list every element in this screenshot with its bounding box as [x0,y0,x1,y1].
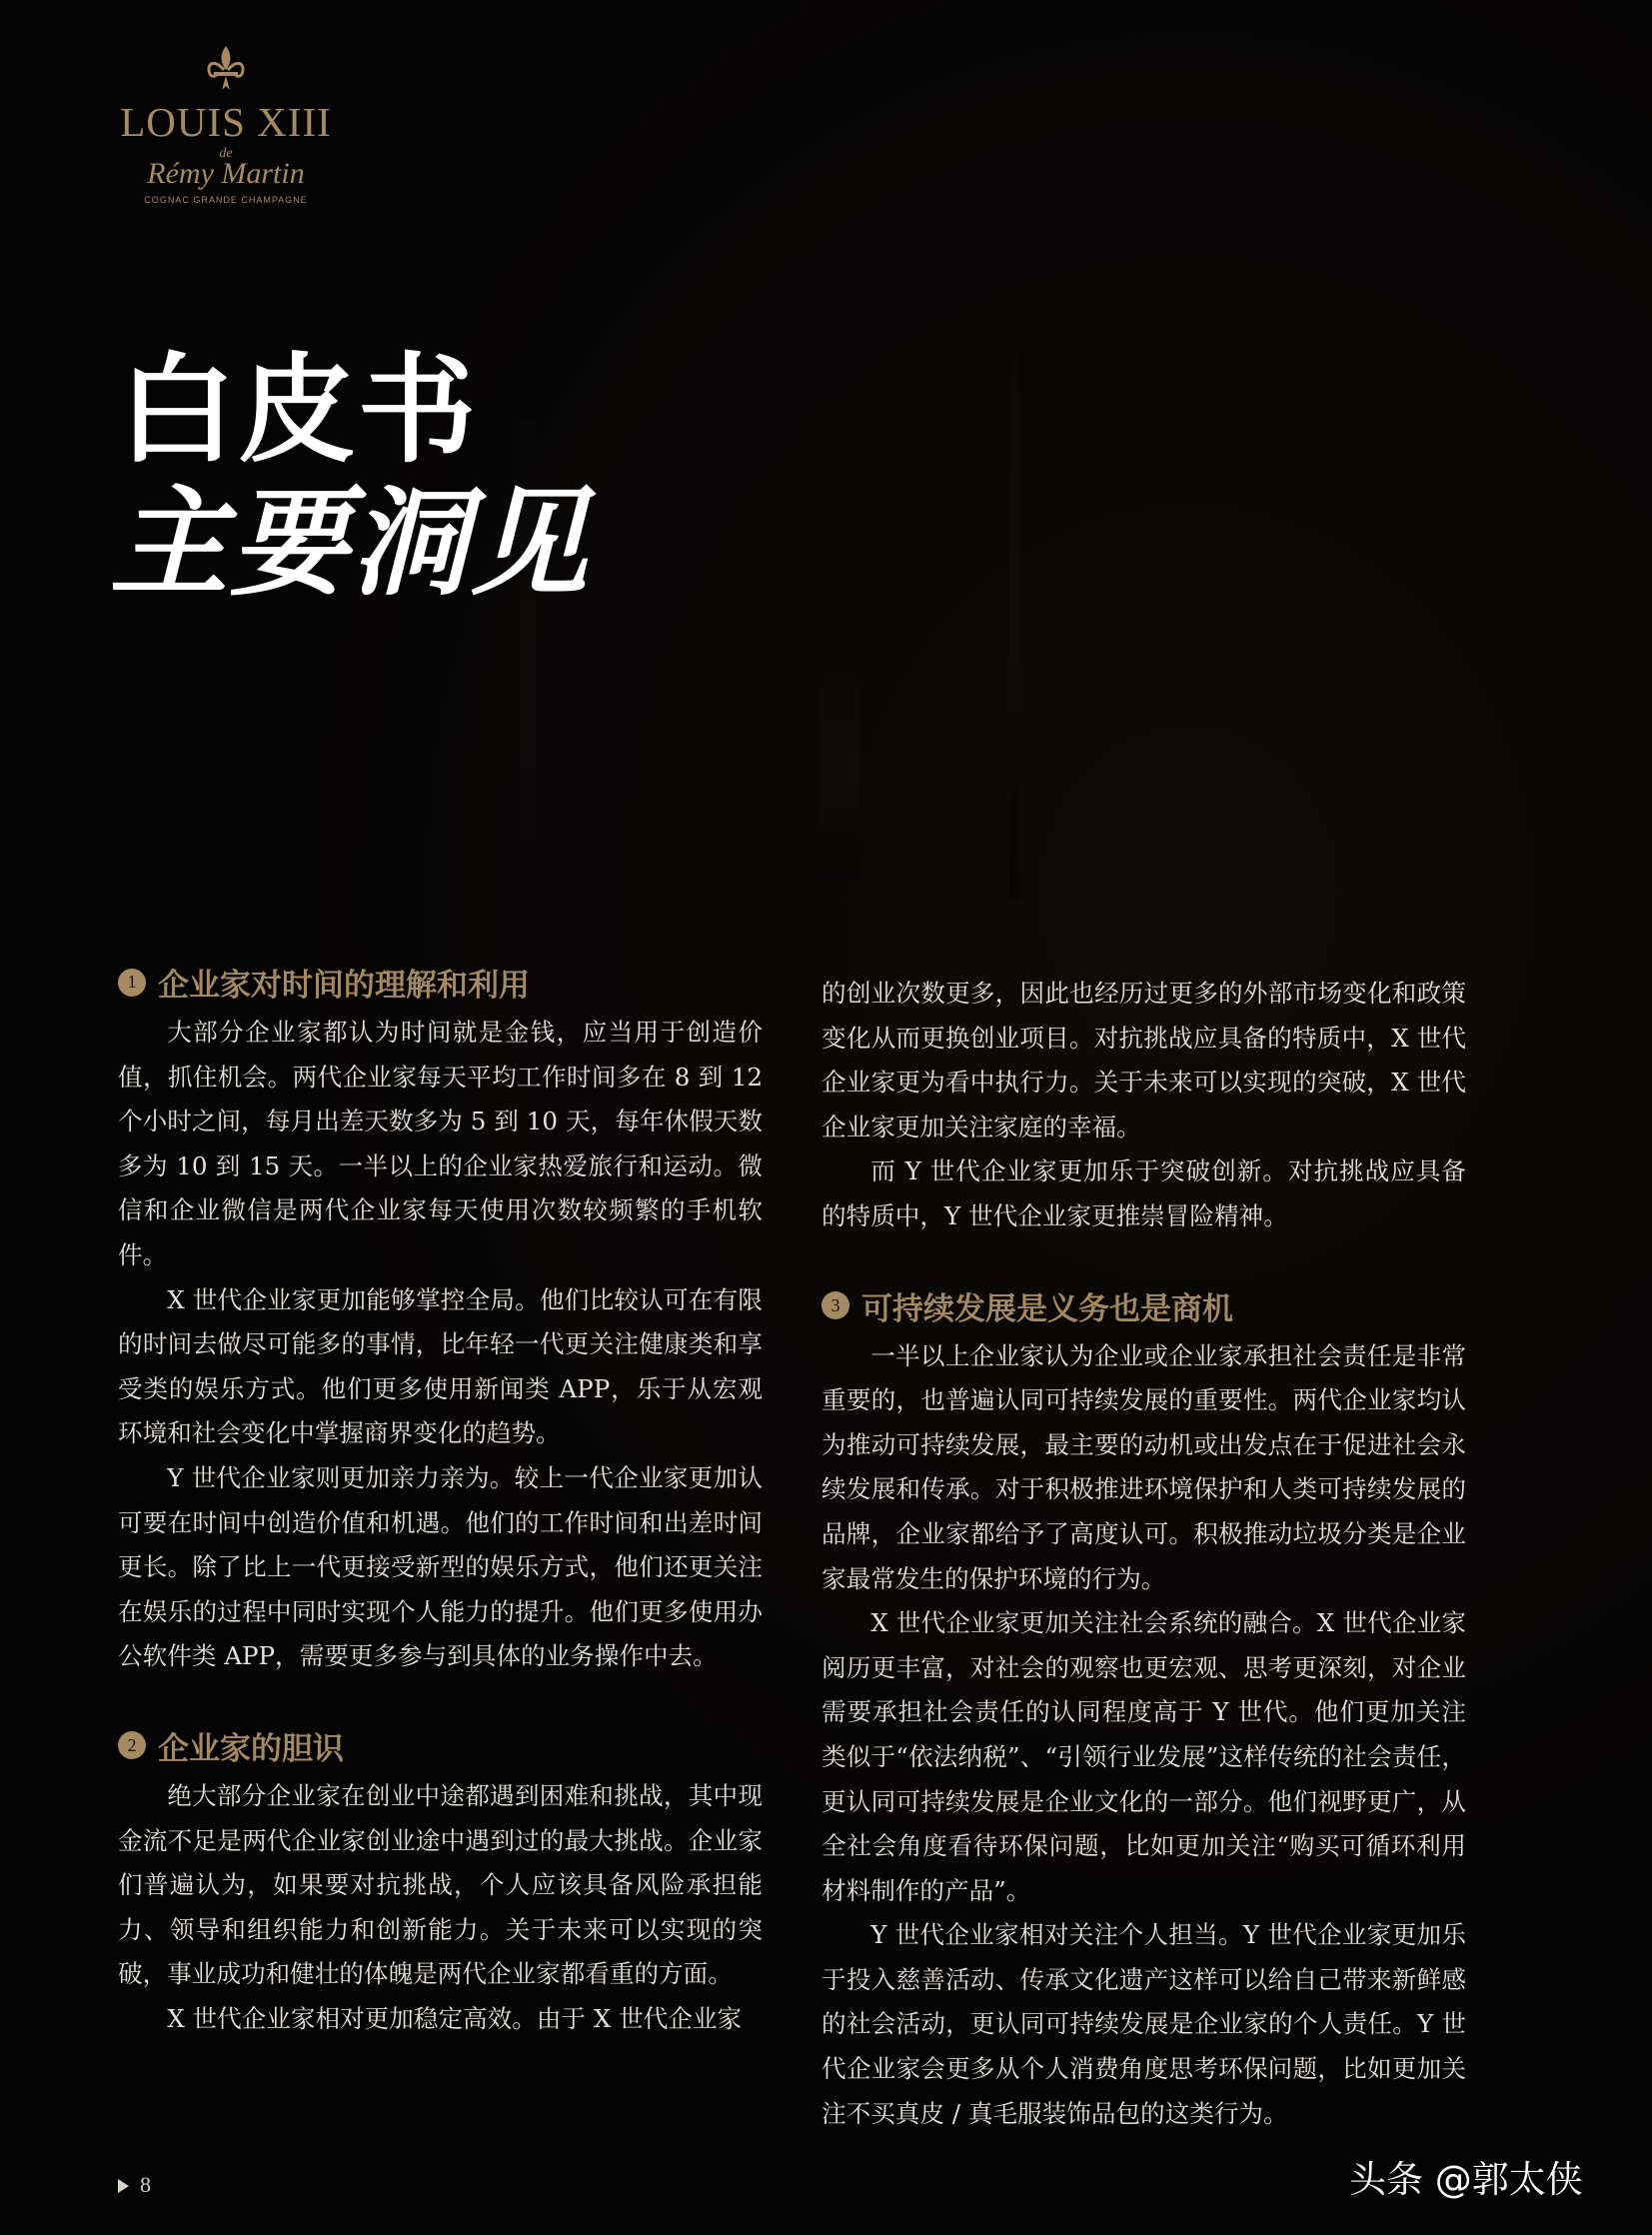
logo-subtitle: COGNAC GRANDE CHAMPAGNE [144,195,308,205]
background-streak [820,660,859,880]
background-streak [1009,300,1019,900]
section-2-header [118,1723,763,1768]
page-title-line2: 主要洞见 [110,473,591,612]
section-1-paragraph: 大部分企业家都认为时间就是金钱，应当用于创造价值，抓住机会。两代企业家每天平均工作时间多在 8 到 12 个小时之间，每月出差天数多为 5 到 10 天，每年休假天数多为 10 到 15 天。一半以上的企业家热爱旅行和运动。微信和企业微信是两代企业家每天使用次数较频繁的手机软件。 [118,1018,763,1269]
section-3-paragraph: X 世代企业家更加关注社会系统的融合。X 世代企业家阅历更丰富，对社会的观察也更宏观、思考更深刻，对企业需要承担社会责任的认同程度高于 Y 世代。他们更加关注类似于“依法纳税”、“引领行业发展”这样传统的社会责任，更认同可持续发展是企业文化的一部分。他们视野更广，从全社会角度看待环保问题，比如更加关注“购买可循环利用材料制作的产品”。 [822,1608,1466,1905]
page-title-line1: 白皮书 [118,340,479,479]
section-2-title: 企业家的胆识 [158,1730,344,1767]
section-3-paragraph: Y 世代企业家相对关注个人担当。Y 世代企业家更加乐于投入慈善活动、传承文化遗产这样可以给自己带来新鲜感的社会活动，更认同可持续发展是企业家的个人责任。Y 世代企业家会更多从个人消费角度思考环保问题，比如更加关注不买真皮 / 真毛服装饰品包的这类行为。 [822,1920,1466,2128]
section-1-paragraph: Y 世代企业家则更加亲力亲为。较上一代企业家更加认可要在时间中创造价值和机遇。他们的工作时间和出差时间更长。除了比上一代更接受新型的娱乐方式，他们还更关注在娱乐的过程中同时实现个人能力的提升。他们更多使用办公软件类 APP，需要更多参与到具体的业务操作中去。 [118,1462,763,1671]
section-2-paragraph: X 世代企业家相对更加稳定高效。由于 X 世代企业家 [167,2003,743,2033]
section-1-paragraph: X 世代企业家更加能够掌控全局。他们比较认可在有限的时间去做尽可能多的事情，比年轻一代更关注健康类和享受类的娱乐方式。他们更多使用新闻类 APP，乐于从宏观环境和社会变化中掌握商界变化的趋势。 [118,1284,763,1448]
page-arrow-icon [118,2179,129,2193]
section-3-header [822,1283,1466,1328]
section-3-paragraph: 一半以上企业家认为企业或企业家承担社会责任是非常重要的，也普遍认同可持续发展的重要性。两代企业家均认为推动可持续发展，最主要的动机或出发点在于促进社会永续发展和传承。对于积极推进环境保护和人类可持续发展的品牌，企业家都给予了高度认可。积极推动垃圾分类是企业家最常发生的保护环境的行为。 [822,1340,1466,1593]
section-number-badge: 3 [822,1291,849,1319]
section-1-header [118,960,763,1005]
left-column [118,960,763,2041]
section-number-badge: 2 [118,1731,146,1759]
watermark: 头条 @郭太侠 [1349,2158,1583,2201]
section-2-continuation: 的创业次数更多，因此也经历过更多的外部市场变化和政策变化从而更换创业项目。对抗挑战应具备的特质中，X 世代企业家更为看中执行力。关于未来可以实现的突破，X 世代企业家更加关注家庭的幸福。 [822,979,1466,1141]
louis-xiii-logo [112,44,340,205]
section-2-paragraph: 而 Y 世代企业家更加乐于突破创新。对抗挑战应具备的特质中，Y 世代企业家更推崇冒险精神。 [822,1156,1466,1230]
fleur-de-lis-icon [204,44,248,94]
section-2-paragraph: 绝大部分企业家在创业中途都遇到困难和挑战，其中现金流不足是两代企业家创业途中遇到过的最大挑战。企业家们普遍认为，如果要对抗挑战，个人应该具备风险承担能力、领导和组织能力和创新能力。关于未来可以实现的突破，事业成功和健壮的体魄是两代企业家都看重的方面。 [118,1780,763,1989]
section-1-title: 企业家对时间的理解和利用 [158,968,530,1004]
logo-de: de [219,146,233,161]
right-column [822,972,1466,2136]
logo-name: LOUIS XIII [120,99,332,145]
logo-script: Rémy Martin [147,157,305,190]
section-3-title: 可持续发展是义务也是商机 [861,1290,1233,1327]
page-number: 8 [140,2172,151,2197]
section-number-badge: 1 [118,969,146,997]
